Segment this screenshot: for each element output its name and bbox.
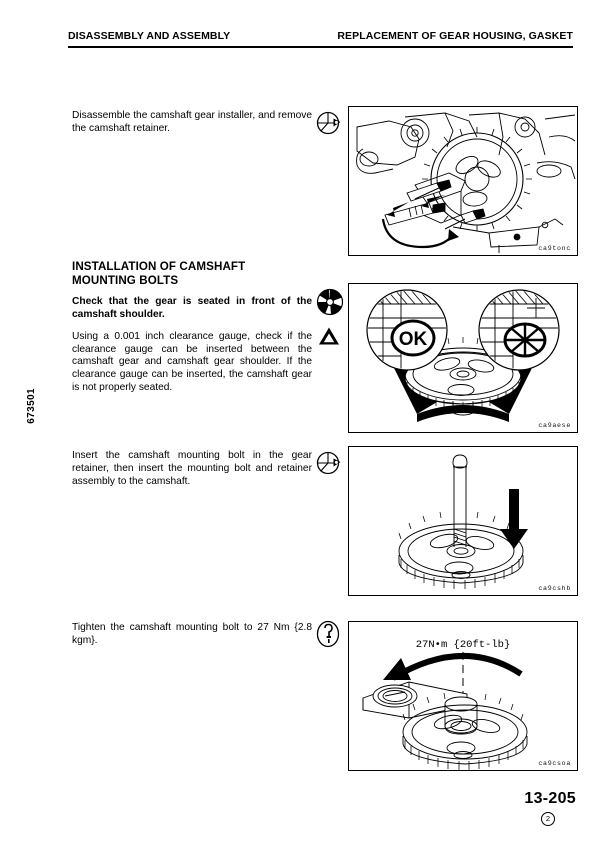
page-header — [68, 30, 573, 52]
header-right-title: REPLACEMENT OF GEAR HOUSING, GASKET — [337, 30, 573, 42]
step-insert-bolt-icons — [316, 450, 346, 476]
figure-torque-illustration — [349, 622, 577, 770]
paragraph: Insert the camshaft mounting bolt in the gear retainer, then insert the mounting bolt and retainer assembly to the camshaft. — [72, 450, 312, 487]
step-disassemble-icons — [316, 110, 346, 136]
paragraph: Disassemble the camshaft gear installer, and remove the camshaft retainer. — [72, 110, 312, 134]
step-disassemble-text — [72, 110, 312, 143]
torque-wrench-icon — [316, 620, 340, 648]
star-marker-icon — [316, 110, 342, 136]
step-tighten-bolt-icons — [316, 620, 346, 648]
page-number: 13-205 — [524, 790, 576, 807]
callout-ok-symbol — [392, 321, 434, 355]
torque-spec-label: 27N•m {20ft-lb} — [415, 639, 511, 651]
svg-text:OK: OK — [398, 329, 428, 350]
header-rule — [68, 46, 573, 48]
figure-tighten-bolt-torque — [348, 621, 578, 771]
star-marker-icon — [316, 450, 342, 476]
callout-ng-symbol — [505, 324, 545, 356]
margin-code: 673501 — [26, 388, 37, 424]
figure-disassemble-illustration — [349, 107, 577, 255]
figure-caption: ca9csoa — [538, 760, 571, 767]
installation-section-icons — [316, 288, 346, 346]
direction-arrow-icon — [500, 489, 528, 549]
caution-triangle-icon — [318, 326, 340, 346]
section-heading-line1: INSTALLATION OF CAMSHAFT — [72, 260, 246, 273]
star-marker-icon — [316, 288, 344, 316]
section-heading-line2: MOUNTING BOLTS — [72, 273, 179, 287]
figure-insert-mounting-bolt — [348, 446, 578, 596]
page-mark — [541, 812, 555, 826]
figure-caption: ca9cshb — [538, 585, 571, 592]
step-tighten-bolt-text — [72, 622, 312, 655]
step-insert-bolt-text — [72, 450, 312, 495]
header-left-title: DISASSEMBLY AND ASSEMBLY — [68, 30, 231, 42]
figure-caption: ca9aese — [538, 422, 571, 429]
paragraph: Using a 0.001 inch clearance gauge, check if the clearance gauge can be inserted between the camshaft gear and camshaft gear shoulder. If the clearance gauge can be inserted, the camshaft gear is not properly seated. — [72, 330, 312, 393]
page-mark-value: 2 — [541, 812, 555, 826]
paragraph-bold: Check that the gear is seated in front of the camshaft shoulder. — [72, 296, 312, 320]
figure-gear-seating-check — [348, 283, 578, 433]
paragraph: Tighten the camshaft mounting bolt to 27 Nm {2.8 kgm}. — [72, 622, 312, 646]
figure-gear-seating-illustration — [349, 284, 577, 432]
installation-section-text — [72, 260, 312, 402]
figure-disassemble-gear-installer — [348, 106, 578, 256]
figure-insert-bolt-illustration — [349, 447, 577, 595]
section-heading — [72, 260, 312, 287]
figure-caption: ca9tonc — [538, 245, 571, 252]
